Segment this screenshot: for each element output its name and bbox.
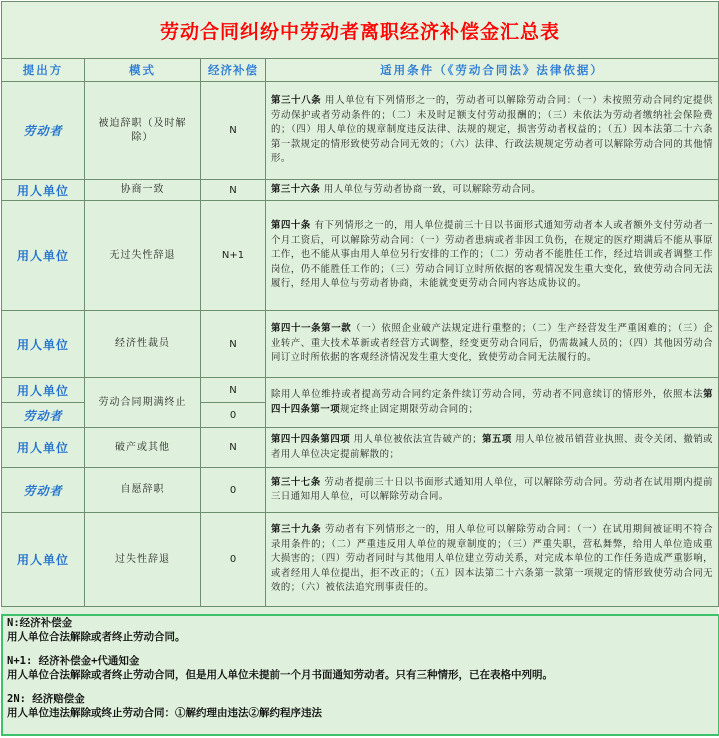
condition-cell [266,180,719,201]
condition-text: 用人单位被吊销营业执照、责令关闭、撤销或者用人单位决定提前解散的； [271,434,713,460]
condition-text: 除用人单位维持或者提高劳动合同约定条件续订劳动合同，劳动者不同意续订的情形外，依照本法 [271,389,704,400]
article-ref: 第四十四条第一项 [271,389,714,415]
table-row [2,82,719,180]
mode-cell: 破产或其他 [85,428,201,468]
article-ref: 第三十八条 [271,95,322,107]
table-row [2,468,719,513]
party-cell: 劳动者 [2,468,85,513]
mode-cell: 自愿辞职 [85,468,201,513]
summary-sheet [1,1,718,736]
note-n1-title: N+1: 经济补偿金+代通知金 [7,655,140,667]
condition-cell [266,311,719,378]
note-n1-desc: 用人单位合法解除或者终止劳动合同，但是用人单位未提前一个月书面通知劳动者。只有三种情形，已在表格中列明。 [7,669,553,681]
party-cell: 用人单位 [2,513,85,607]
condition-text: 用人单位有下列情形之一的，劳动者可以解除劳动合同：（一）未按照劳动合同约定提供劳动保护或者劳动条件的；（二）未及时足额支付劳动报酬的；（三）未依法为劳动者缴纳社会保险费的；（四）用人单位的规章制度违反法律、法规的规定，损害劳动者权益的；（五）因本法第二十六条第一款规定的情形致使劳动合同无效的；（六）法律、行政法规规定劳动者可以解除劳动合同的其他情形。 [271,95,714,165]
condition-text: 劳动者提前三十日以书面形式通知用人单位，可以解除劳动合同。劳动者在试用期内提前三日通知用人单位，可以解除劳动合同。 [271,476,714,502]
party-cell: 用人单位 [2,311,85,378]
table-row [2,428,719,468]
condition-cell [266,201,719,311]
compensation-cell: N+1 [201,201,266,311]
mode-cell: 劳动合同期满终止 [85,378,201,428]
compensation-cell: N [201,428,266,468]
party-cell: 用人单位 [2,378,85,403]
note-2n-desc: 用人单位违法解除或终止劳动合同：①解约理由违法②解约程序违法 [7,707,322,719]
condition-text: 用人单位被依法宣告破产的； [350,434,483,445]
compensation-cell: 0 [201,513,266,607]
article-ref: 第四十一条第一款 [271,323,352,335]
condition-cell [266,468,719,513]
condition-text: 劳动者有下列情形之一的，用人单位可以解除劳动合同：（一）在试用期间被证明不符合录用条件的；（二）严重违反用人单位的规章制度的；（三）严重失职，营私舞弊，给用人单位造成重大损害的；（四）劳动者同时与其他用人单位建立劳动关系，对完成本单位的工作任务造成严重影响，或者经用人单位提出，拒不改正的；（五）因本法第二十六条第一款第一项规定的情形致使劳动合同无效的；（六）被依法追究刑事责任的。 [271,524,714,594]
condition-text: （一）依照企业破产法规定进行重整的；（二）生产经营发生严重困难的；（三）企业转产、重大技术革新或者经营方式调整，经变更劳动合同后，仍需裁减人员的；（四）其他因劳动合同订立时所依据的客观经济情况发生重大变化，致使劳动合同无法履行的。 [271,323,714,364]
condition-text: 有下列情形之一的，用人单位提前三十日以书面形式通知劳动者本人或者额外支付劳动者一个月工资后，可以解除劳动合同：（一）劳动者患病或者非因工负伤，在规定的医疗期满后不能从事原工作，也不能从事由用人单位另行安排的工作的；（二）劳动者不能胜任工作，经过培训或者调整工作岗位，仍不能胜任工作的；（三）劳动合同订立时所依据的客观情况发生重大变化，致使劳动合同无法履行，经用人单位与劳动者协商，未能就变更劳动合同内容达成协议的。 [271,220,714,290]
header-mode: 模式 [85,59,201,82]
note-2n-title: 2N: 经济赔偿金 [7,693,85,705]
condition-cell [266,378,719,428]
table-title: 劳动合同纠纷中劳动者离职经济补偿金汇总表 [2,2,719,59]
header-party: 提出方 [2,59,85,82]
note-n-desc: 用人单位合法解除或者终止劳动合同。 [7,631,186,643]
table-row [2,513,719,607]
header-row [2,59,719,82]
article-ref: 第四十四条第四项 [271,434,351,445]
header-compensation: 经济补偿 [201,59,266,82]
compensation-cell: N [201,311,266,378]
party-cell: 用人单位 [2,180,85,201]
compensation-cell: N [201,82,266,180]
article-ref: 第四十条 [271,220,311,232]
note-n-title: N:经济补偿金 [7,617,73,629]
compensation-cell: 0 [201,468,266,513]
compensation-cell: N [201,180,266,201]
compensation-cell: 0 [201,403,266,428]
article-ref: 第三十六条 [271,183,321,195]
mode-cell: 无过失性辞退 [85,201,201,311]
notes-box [1,614,719,736]
article-ref: 第五项 [482,434,512,445]
table-row [2,180,719,201]
mode-cell: 被迫辞职（及时解除） [85,82,201,180]
mode-cell: 过失性辞退 [85,513,201,607]
party-cell: 用人单位 [2,428,85,468]
header-condition: 适用条件（《劳动合同法》法律依据） [266,59,719,82]
table-row [2,378,719,403]
article-ref: 第三十九条 [271,524,322,536]
table-row [2,201,719,311]
party-cell: 劳动者 [2,82,85,180]
condition-cell [266,513,719,607]
mode-cell: 协商一致 [85,180,201,201]
condition-cell [266,428,719,468]
party-cell: 劳动者 [2,403,85,428]
condition-text: 规定终止固定期限劳动合同的； [340,403,479,415]
article-ref: 第三十七条 [271,476,321,488]
condition-text: 用人单位与劳动者协商一致，可以解除劳动合同。 [320,183,542,195]
compensation-cell: N [201,378,266,403]
mode-cell: 经济性裁员 [85,311,201,378]
compensation-table [1,1,719,607]
table-row [2,311,719,378]
condition-cell [266,82,719,180]
party-cell: 用人单位 [2,201,85,311]
